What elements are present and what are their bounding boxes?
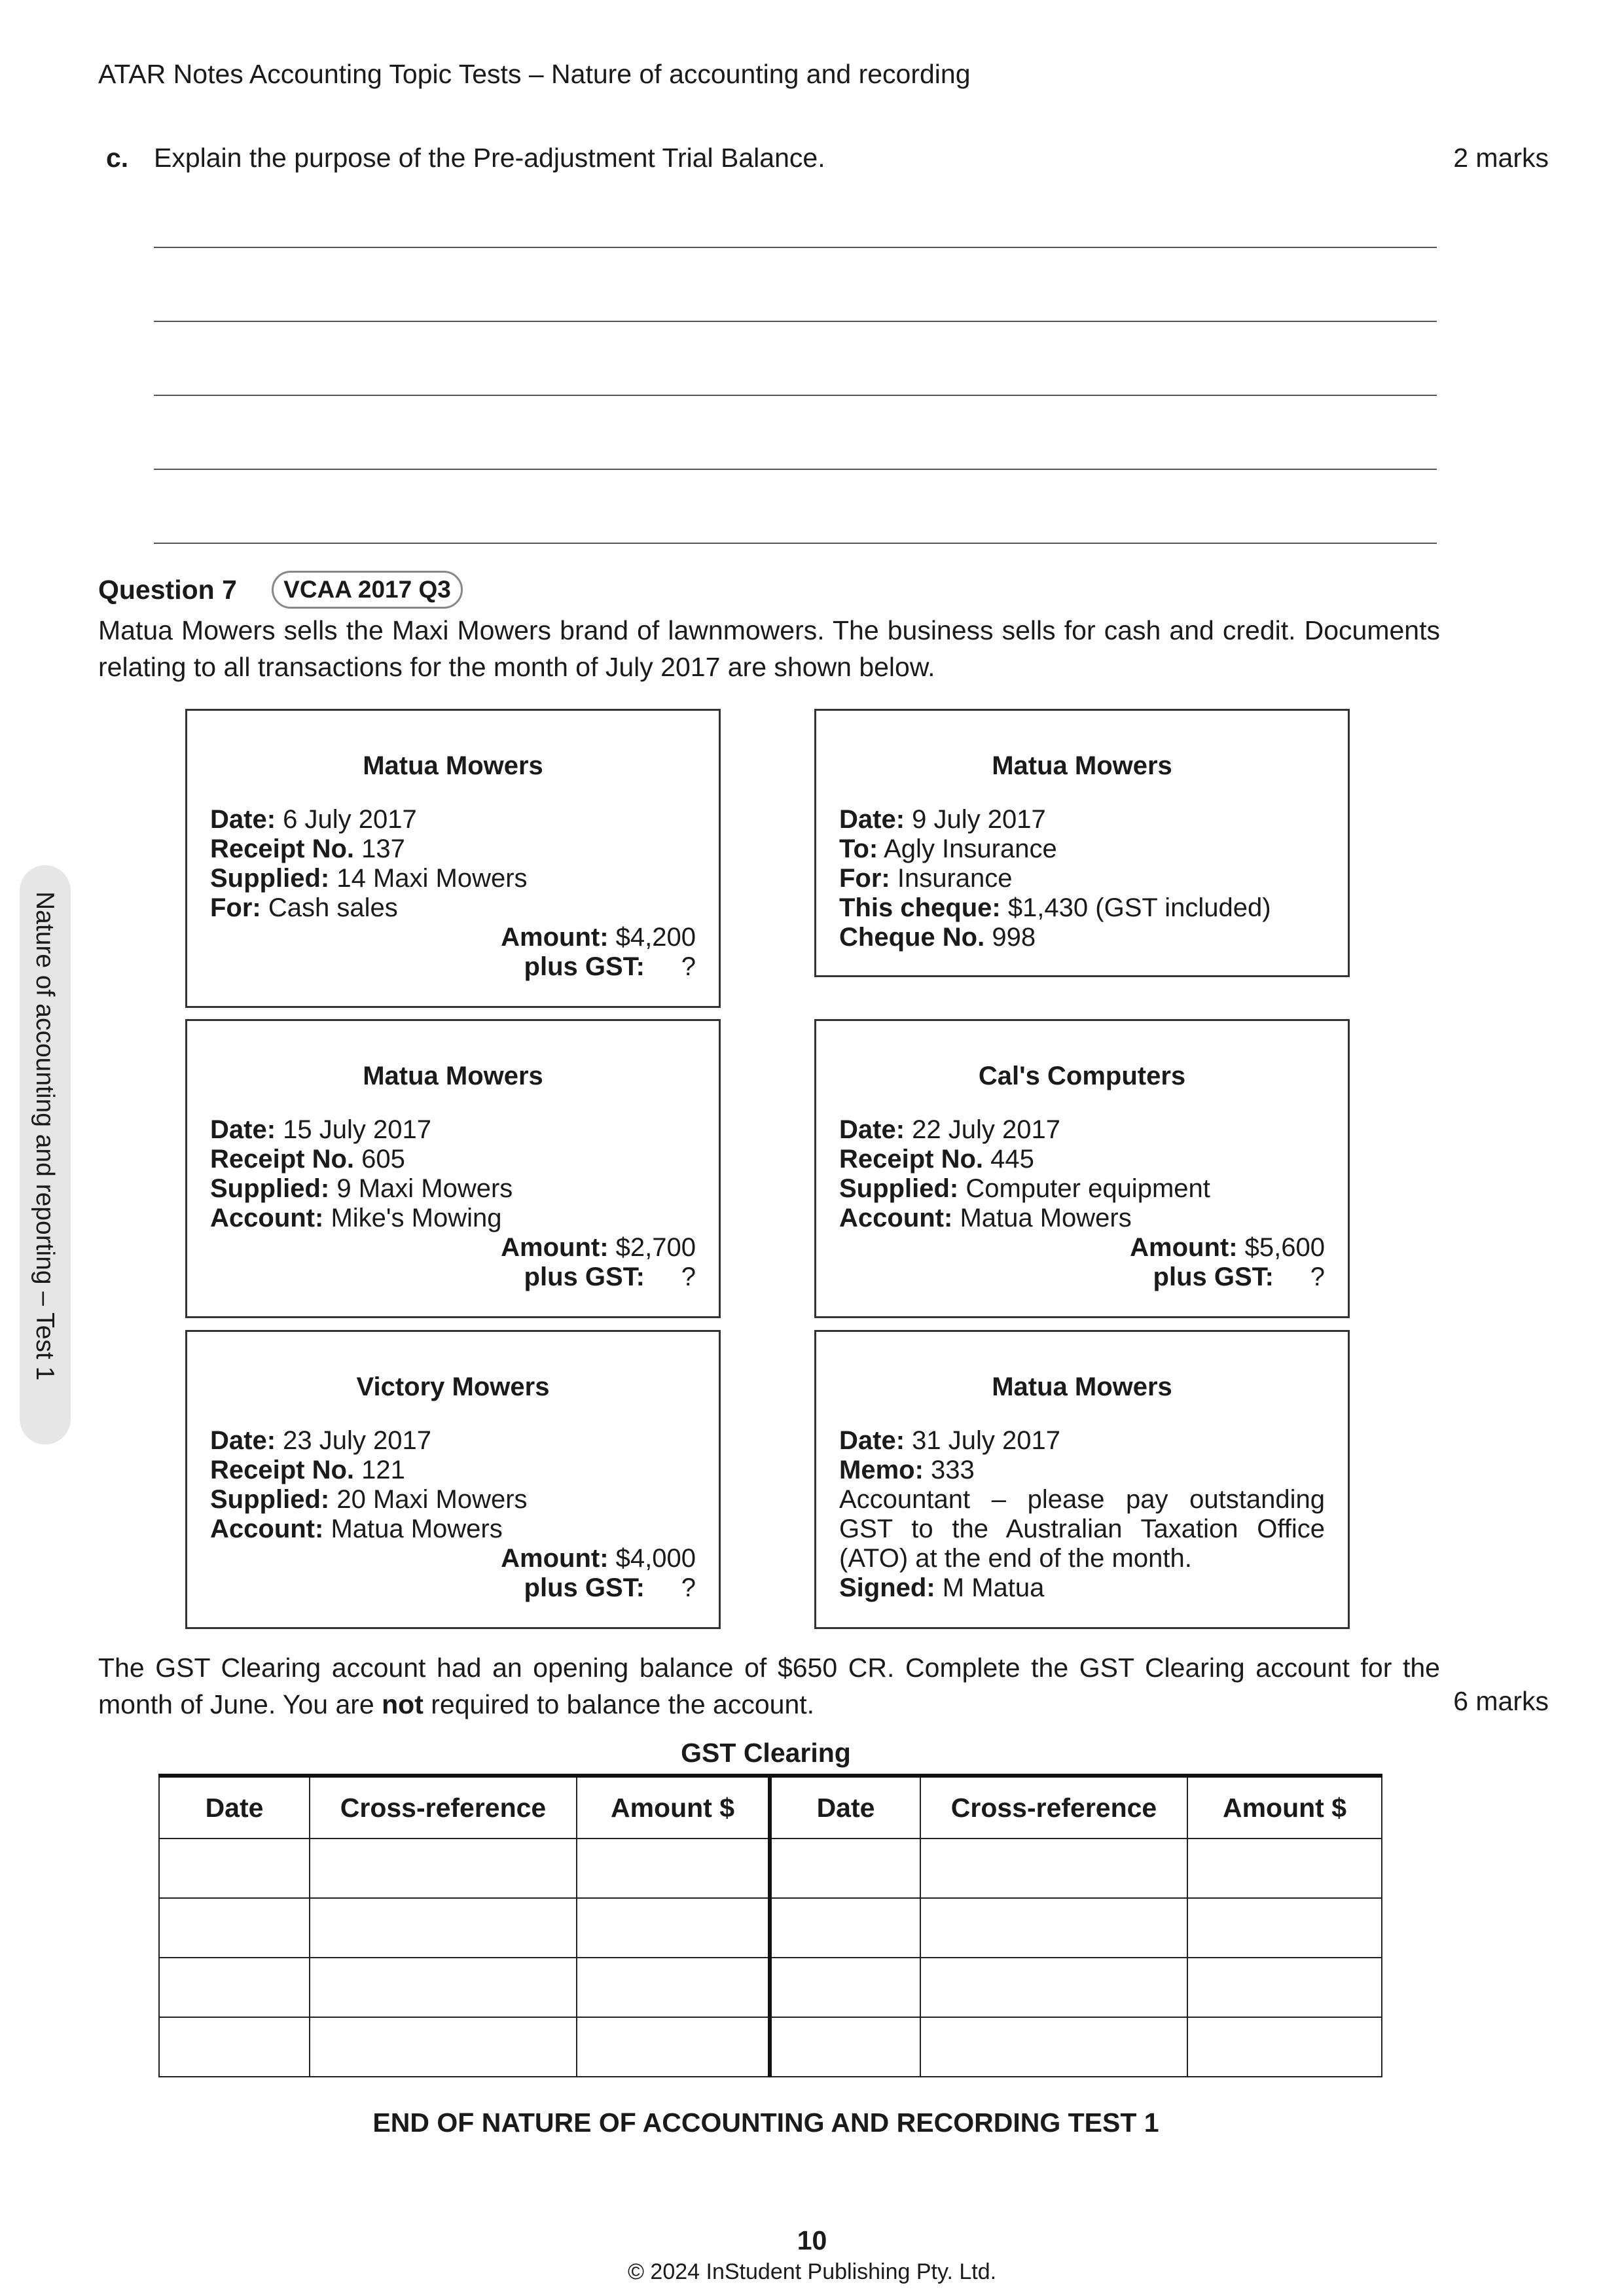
document-line: Supplied: Computer equipment: [839, 1174, 1210, 1203]
ledger-cell[interactable]: [920, 2017, 1187, 2077]
ledger-cell[interactable]: [577, 1839, 770, 1898]
document-amount: Amount: $4,000: [501, 1544, 696, 1573]
ledger-cell[interactable]: [159, 1898, 310, 1958]
ledger-row: [159, 1898, 1382, 1958]
gst-marks: 6 marks: [1453, 1686, 1549, 1716]
document-title: Matua Mowers: [363, 1062, 543, 1090]
page-number: 10: [797, 2225, 827, 2255]
document-gst: plus GST: ?: [1153, 1263, 1325, 1291]
ledger-cell[interactable]: [1187, 1839, 1382, 1898]
credit-cross-reference-header: Cross-reference: [920, 1776, 1187, 1839]
debit-cross-reference-header: Cross-reference: [310, 1776, 577, 1839]
ledger-cell[interactable]: [577, 1898, 770, 1958]
source-document-invoice-605: [185, 1019, 721, 1318]
ledger-cell[interactable]: [310, 1898, 577, 1958]
document-line: Date: 23 July 2017: [210, 1426, 431, 1455]
ledger-cell[interactable]: [310, 1958, 577, 2017]
document-line: Account: Matua Mowers: [210, 1515, 503, 1543]
ledger-cell[interactable]: [770, 1898, 920, 1958]
ledger-cell[interactable]: [1187, 1898, 1382, 1958]
document-line: Supplied: 14 Maxi Mowers: [210, 864, 528, 893]
answer-line[interactable]: [154, 469, 1437, 470]
ledger-header-row: [159, 1776, 1382, 1839]
ledger-cell[interactable]: [770, 2017, 920, 2077]
document-title: Matua Mowers: [363, 751, 543, 780]
document-line: Date: 9 July 2017: [839, 805, 1046, 834]
source-document-invoice-445: [814, 1019, 1350, 1318]
ledger-cell[interactable]: [310, 1839, 577, 1898]
document-line: Memo: 333: [839, 1456, 975, 1484]
document-gst: plus GST: ?: [524, 952, 696, 981]
source-badge: VCAA 2017 Q3: [272, 571, 463, 609]
ledger-cell[interactable]: [770, 1958, 920, 2017]
question-7-label: Question 7: [98, 575, 237, 605]
document-line: For: Insurance: [839, 864, 1013, 893]
document-line: Receipt No. 121: [210, 1456, 405, 1484]
source-document-cheque-998: [814, 709, 1350, 977]
ledger-row: [159, 1839, 1382, 1898]
document-title: Cal's Computers: [978, 1062, 1186, 1090]
copyright-notice: © 2024 InStudent Publishing Pty. Ltd.: [627, 2259, 997, 2284]
answer-line[interactable]: [154, 321, 1437, 322]
document-line: Date: 22 July 2017: [839, 1115, 1060, 1144]
document-line: This cheque: $1,430 (GST included): [839, 893, 1271, 922]
document-line: Date: 15 July 2017: [210, 1115, 431, 1144]
answer-line[interactable]: [154, 395, 1437, 396]
ledger-cell[interactable]: [770, 1839, 920, 1898]
document-line: Receipt No. 445: [839, 1145, 1034, 1174]
source-document-memo-333: [814, 1330, 1350, 1629]
ledger-cell[interactable]: [577, 2017, 770, 2077]
document-amount: Amount: $2,700: [501, 1233, 696, 1262]
document-line: Receipt No. 137: [210, 834, 405, 863]
document-line: Receipt No. 605: [210, 1145, 405, 1174]
document-line: Supplied: 20 Maxi Mowers: [210, 1485, 528, 1514]
memo-text: Accountant – please pay outstanding GST to the Australian Taxation Office (ATO) at the end of the month.: [839, 1485, 1325, 1573]
document-signature: Signed: M Matua: [839, 1573, 1045, 1602]
document-line: Account: Matua Mowers: [839, 1204, 1132, 1232]
ledger-row: [159, 1958, 1382, 2017]
document-line: Supplied: 9 Maxi Mowers: [210, 1174, 513, 1203]
document-amount: Amount: $4,200: [501, 923, 696, 952]
ledger-cell[interactable]: [310, 2017, 577, 2077]
running-header: ATAR Notes Accounting Topic Tests – Nature of accounting and recording: [98, 59, 971, 89]
ledger-cell[interactable]: [159, 1839, 310, 1898]
document-amount: Amount: $5,600: [1130, 1233, 1325, 1262]
ledger-cell[interactable]: [159, 2017, 310, 2077]
end-of-test-text: END OF NATURE OF ACCOUNTING AND RECORDING TEST 1: [372, 2108, 1159, 2138]
document-line: Account: Mike's Mowing: [210, 1204, 502, 1232]
ledger-cell[interactable]: [920, 1958, 1187, 2017]
debit-amount-header: Amount $: [577, 1776, 770, 1839]
part-c-letter: c.: [106, 143, 129, 173]
ledger-cell[interactable]: [920, 1898, 1187, 1958]
gst-clearing-ledger: [158, 1774, 1382, 2077]
ledger-cell[interactable]: [1187, 2017, 1382, 2077]
ledger-cell[interactable]: [577, 1958, 770, 2017]
document-line: Cheque No. 998: [839, 923, 1036, 952]
document-gst: plus GST: ?: [524, 1573, 696, 1602]
ledger-cell[interactable]: [920, 1839, 1187, 1898]
ledger-cell[interactable]: [1187, 1958, 1382, 2017]
credit-date-header: Date: [770, 1776, 920, 1839]
gst-instruction: The GST Clearing account had an opening balance of $650 CR. Complete the GST Clearing account for the month of June. You are not required to balance the account.: [98, 1653, 1440, 1719]
ledger-row: [159, 2017, 1382, 2077]
debit-date-header: Date: [159, 1776, 310, 1839]
document-title: Matua Mowers: [992, 751, 1172, 780]
answer-line[interactable]: [154, 247, 1437, 248]
answer-line[interactable]: [154, 543, 1437, 544]
document-line: To: Agly Insurance: [839, 834, 1057, 863]
document-line: For: Cash sales: [210, 893, 398, 922]
ledger-cell[interactable]: [159, 1958, 310, 2017]
document-title: Matua Mowers: [992, 1372, 1172, 1401]
credit-amount-header: Amount $: [1187, 1776, 1382, 1839]
document-gst: plus GST: ?: [524, 1263, 696, 1291]
part-c-marks: 2 marks: [1453, 143, 1549, 173]
document-line: Date: 31 July 2017: [839, 1426, 1060, 1455]
part-c-question: Explain the purpose of the Pre-adjustment Trial Balance.: [154, 143, 825, 173]
question-7-intro: Matua Mowers sells the Maxi Mowers brand of lawnmowers. The business sells for cash and credit. Documents relating to all transactions for the month of July 2017 are shown below.: [98, 615, 1440, 682]
side-tab-label: Nature of accounting and reporting – Test 1: [31, 891, 59, 1381]
source-document-invoice-121: [185, 1330, 721, 1629]
source-document-receipt-137: [185, 709, 721, 1008]
document-title: Victory Mowers: [356, 1372, 550, 1401]
ledger-title: GST Clearing: [681, 1738, 851, 1768]
document-line: Date: 6 July 2017: [210, 805, 417, 834]
